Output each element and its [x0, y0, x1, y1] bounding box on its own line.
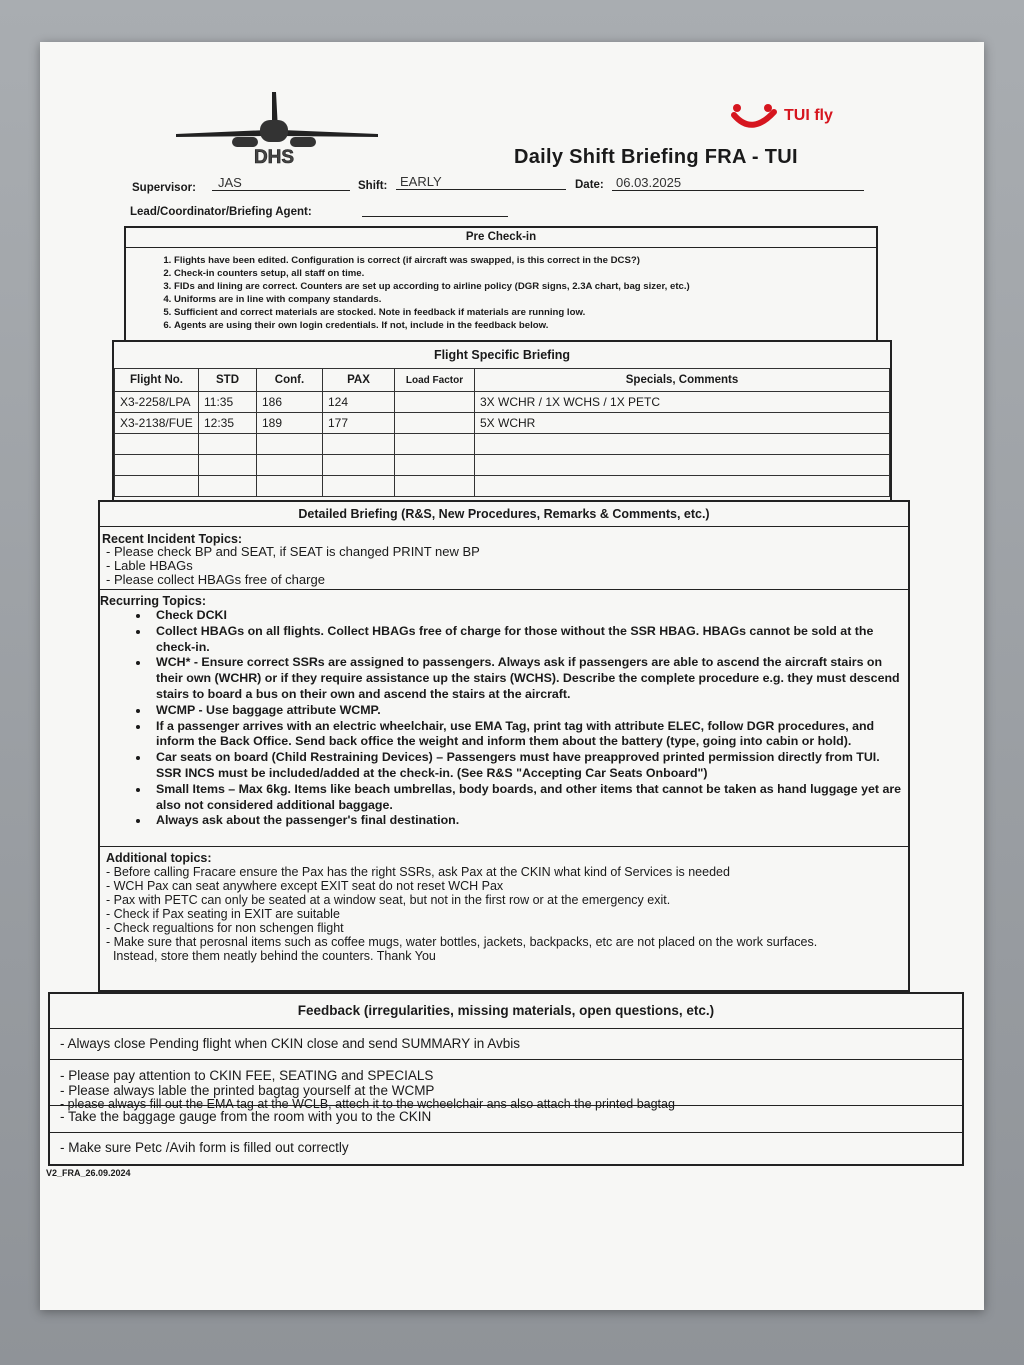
feedback-row[interactable] — [50, 1059, 962, 1111]
col-conf: Conf. — [257, 369, 323, 392]
precheck-list — [126, 254, 876, 332]
col-std: STD — [199, 369, 257, 392]
recurring-item: • Always ask about the passenger's final destination. — [150, 813, 908, 829]
briefing-sheet — [40, 42, 984, 1310]
col-specials: Specials, Comments — [475, 369, 890, 392]
feedback-title: Feedback (irregularities, missing materials, open questions, etc.) — [297, 1003, 715, 1018]
table-row — [115, 434, 890, 455]
table-row — [115, 392, 890, 413]
flight-briefing-box — [112, 340, 892, 502]
cell-pax[interactable] — [323, 455, 395, 476]
precheck-item: 3. FIDs and lining are correct. Counters are set up according to airline policy (DGR signs, 2.3A chart, bag sizer, etc.) — [174, 280, 876, 293]
cell-specials[interactable]: 5X WCHR — [475, 413, 890, 434]
recurring-item: • Small Items – Max 6kg. Items like beach umbrellas, body boards, and other items that cannot be taken as hand luggage yet are also not considered additional baggage. — [150, 782, 908, 814]
additional-topic-line: - Check if Pax seating in EXIT are suitable — [106, 907, 340, 921]
lead-field[interactable] — [362, 200, 508, 217]
recent-topics-section — [100, 527, 908, 590]
tui-fly-logo — [730, 102, 833, 130]
recurring-item: • WCMP - Use baggage attribute WCMP. — [150, 703, 908, 719]
cell-specials[interactable]: 3X WCHR / 1X WCHS / 1X PETC — [475, 392, 890, 413]
lead-label: Lead/Coordinator/Briefing Agent: — [130, 206, 312, 218]
date-label: Date: — [575, 179, 604, 191]
recurring-topics-section — [100, 590, 908, 847]
version-code: V2_FRA_26.09.2024 — [46, 1168, 131, 1178]
additional-topic-line: Instead, store them neatly behind the counters. Thank You — [106, 949, 436, 963]
cell-specials[interactable] — [475, 455, 890, 476]
additional-topic-line: - Pax with PETC can only be seated at a window seat, but not in the first row or at the emergency exit. — [106, 893, 671, 907]
supervisor-field[interactable] — [212, 174, 350, 191]
svg-text:DHS: DHS — [253, 147, 295, 168]
page-title: Daily Shift Briefing FRA - TUI — [514, 146, 798, 168]
recurring-item: • WCH* - Ensure correct SSRs are assigned to passengers. Always ask if passengers are able to ascend the aircraft stairs on their own (WCHR) or if they require assistance up the stairs (WCHS). Describe the complete procedure e.g. they must descend stairs to board a bus on their own and ascend the stairs at the aircraft. — [150, 655, 908, 702]
cell-pax[interactable]: 124 — [323, 392, 395, 413]
cell-load-factor[interactable] — [395, 434, 475, 455]
cell-std[interactable]: 11:35 — [199, 392, 257, 413]
detailed-briefing-title: Detailed Briefing (R&S, New Procedures, Remarks & Comments, etc.) — [100, 502, 908, 527]
flight-table-header — [115, 369, 890, 392]
precheck-item: 1. Flights have been edited. Configuration is correct (if aircraft was swapped, is this correct in the DCS?) — [174, 254, 876, 267]
flight-briefing-title: Flight Specific Briefing — [433, 348, 571, 362]
feedback-row[interactable] — [50, 1028, 962, 1059]
feedback-row[interactable] — [50, 1132, 962, 1165]
cell-pax[interactable] — [323, 476, 395, 497]
precheck-item: 6. Agents are using their own login credentials. If not, include in the feedback below. — [174, 319, 876, 332]
additional-topics-title: Additional topics: — [106, 851, 212, 865]
brand-name: TUI fly — [784, 107, 833, 124]
cell-conf[interactable] — [257, 476, 323, 497]
recurring-topics-title: Recurring Topics: — [100, 594, 207, 608]
cell-flight-no[interactable]: X3-2138/FUE — [115, 413, 199, 434]
cell-std[interactable] — [199, 434, 257, 455]
tui-smile-icon — [730, 102, 778, 130]
additional-topic-line: - WCH Pax can seat anywhere except EXIT seat do not reset WCH Pax — [106, 879, 504, 893]
feedback-line: - Take the baggage gauge from the room with you to the CKIN — [60, 1109, 432, 1124]
feedback-line: - Please pay attention to CKIN FEE, SEATING and SPECIALS — [60, 1068, 434, 1083]
shift-label: Shift: — [358, 180, 388, 192]
dhs-logo — [172, 90, 382, 174]
recurring-topics-list — [100, 608, 908, 829]
cell-std[interactable]: 12:35 — [199, 413, 257, 434]
precheck-item: 2. Check-in counters setup, all staff on time. — [174, 267, 876, 280]
recent-topic-line: - Please collect HBAGs free of charge — [106, 572, 325, 587]
recurring-item: • If a passenger arrives with an electric wheelchair, use EMA Tag, print tag with attribute ELEC, follow DGR procedures, and inform the Back Office. Send back office the weight and inform them about the battery (type, going into cabin or hold). — [150, 719, 908, 751]
cell-flight-no[interactable]: X3-2258/LPA — [115, 392, 199, 413]
cell-load-factor[interactable] — [395, 476, 475, 497]
cell-conf[interactable]: 186 — [257, 392, 323, 413]
cell-flight-no[interactable] — [115, 455, 199, 476]
flight-table — [114, 368, 890, 497]
supervisor-value: JAS — [218, 175, 242, 190]
feedback-line: - Please always lable the printed bagtag yourself at the WCMP — [60, 1083, 435, 1098]
additional-topic-line: - Make sure that perosnal items such as coffee mugs, water bottles, jackets, backpacks, etc are not placed on the work surfaces. — [106, 935, 818, 949]
cell-conf[interactable]: 189 — [257, 413, 323, 434]
additional-topic-line: - Before calling Fracare ensure the Pax has the right SSRs, ask Pax at the CKIN what kind of Services is needed — [106, 865, 730, 879]
precheck-item: 5. Sufficient and correct materials are stocked. Note in feedback if materials are running low. — [174, 306, 876, 319]
recent-topic-line: - Please check BP and SEAT, if SEAT is changed PRINT new BP — [106, 544, 480, 559]
feedback-line: - Make sure Petc /Avih form is filled out correctly — [60, 1140, 349, 1155]
cell-flight-no[interactable] — [115, 476, 199, 497]
additional-topics-section — [100, 847, 908, 963]
recent-topics-title: Recent Incident Topics: — [102, 532, 243, 546]
cell-specials[interactable] — [475, 476, 890, 497]
feedback-line: - please always fill out the EMA tag at the WCLB, attech it to the wcheelchair ans also attach the printed bagtag — [60, 1097, 675, 1111]
cell-pax[interactable]: 177 — [323, 413, 395, 434]
precheck-box — [124, 226, 878, 342]
cell-load-factor[interactable] — [395, 413, 475, 434]
cell-std[interactable] — [199, 455, 257, 476]
date-value: 06.03.2025 — [616, 175, 682, 190]
date-field[interactable] — [612, 174, 864, 191]
cell-specials[interactable] — [475, 434, 890, 455]
shift-field[interactable] — [396, 173, 566, 190]
col-pax: PAX — [323, 369, 395, 392]
additional-topic-line: - Check regualtions for non schengen flight — [106, 921, 344, 935]
feedback-line: - Always close Pending flight when CKIN close and send SUMMARY in Avbis — [60, 1036, 520, 1051]
cell-load-factor[interactable] — [395, 455, 475, 476]
cell-conf[interactable] — [257, 455, 323, 476]
detailed-briefing-box — [98, 500, 910, 992]
recent-topic-line: - Lable HBAGs — [106, 558, 193, 573]
col-flight-no: Flight No. — [115, 369, 199, 392]
supervisor-label: Supervisor: — [132, 182, 196, 194]
cell-std[interactable] — [199, 476, 257, 497]
col-load-factor: Load Factor — [395, 369, 475, 392]
precheck-title: Pre Check-in — [126, 228, 876, 248]
recurring-item: • Car seats on board (Child Restraining Devices) – Passengers must have preapproved printed permission directly from TUI. SSR INCS must be included/added at the check-in. (See R&S "Accepting Car Seats Onboard") — [150, 750, 908, 782]
cell-flight-no[interactable] — [115, 434, 199, 455]
table-row — [115, 476, 890, 497]
precheck-item: 4. Uniforms are in line with company standards. — [174, 293, 876, 306]
cell-conf[interactable] — [257, 434, 323, 455]
table-row — [115, 413, 890, 434]
cell-load-factor[interactable] — [395, 392, 475, 413]
recurring-item: • Collect HBAGs on all flights. Collect HBAGs free of charge for those without the SSR HBAG. HBAGs cannot be sold at the check-in. — [150, 624, 908, 656]
recurring-item: • Check DCKI — [150, 608, 908, 624]
feedback-box — [48, 992, 964, 1166]
table-row — [115, 455, 890, 476]
shift-value: EARLY — [400, 174, 442, 189]
cell-pax[interactable] — [323, 434, 395, 455]
